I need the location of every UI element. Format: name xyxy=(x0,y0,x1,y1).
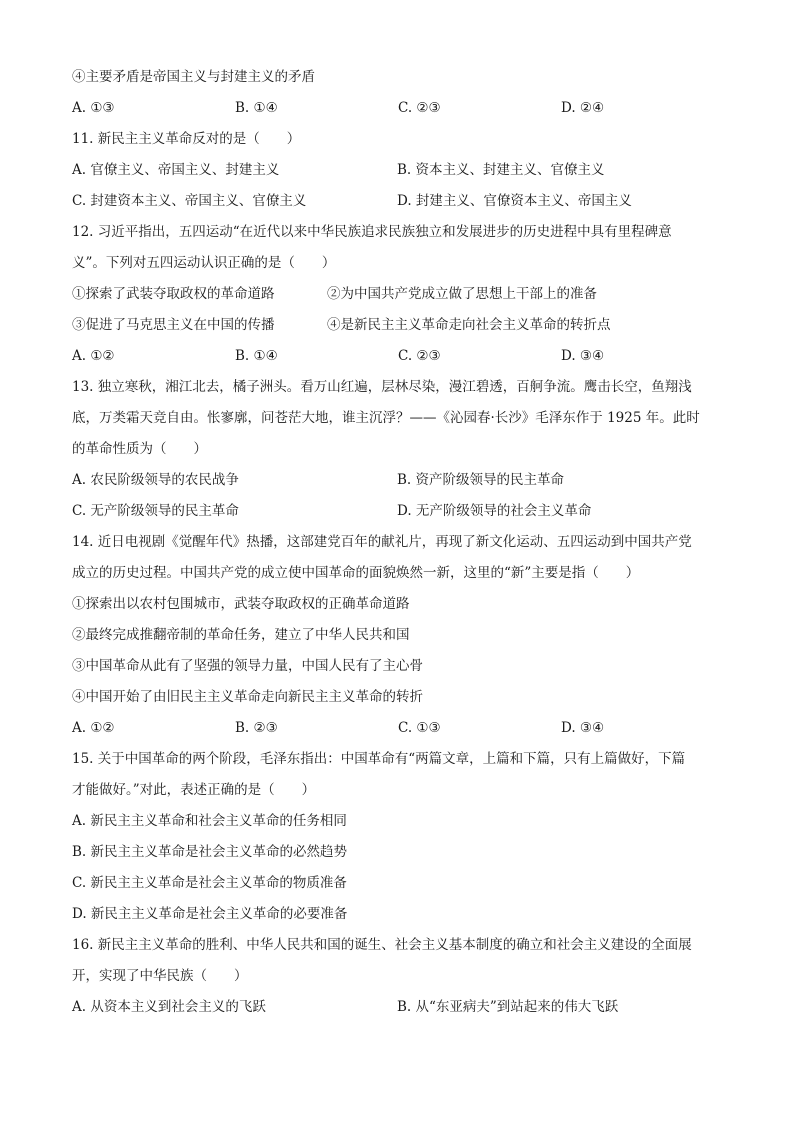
q13-option-a[interactable]: A. 农民阶级领导的农民战争 xyxy=(72,472,239,488)
q10-option-d[interactable]: D. ②④ xyxy=(561,100,605,116)
q11-option-d[interactable]: D. 封建主义、官僚资本主义、帝国主义 xyxy=(397,193,632,209)
q12-statement-4: ④是新民主主义革命走向社会主义革命的转折点 xyxy=(327,317,611,333)
q15-option-b[interactable]: B. 新民主主义革命是社会主义革命的必然趋势 xyxy=(72,844,348,860)
q10-option-a[interactable]: A. ①③ xyxy=(72,100,115,116)
q14-statement-1: ①探索出以农村包围城市，武装夺取政权的正确革命道路 xyxy=(72,596,410,612)
q12-option-b[interactable]: B. ①④ xyxy=(235,348,278,364)
q10-option-b[interactable]: B. ①④ xyxy=(235,100,278,116)
q12-statement-3: ③促进了马克思主义在中国的传播 xyxy=(72,317,275,333)
q16-options-row1 xyxy=(72,992,732,1023)
q10-statement-4: ④主要矛盾是帝国主义与封建主义的矛盾 xyxy=(72,69,315,85)
q13-stem-line3: 的革命性质为（ ） xyxy=(72,441,207,457)
q14-options xyxy=(72,713,732,744)
q12-statements-row1 xyxy=(72,279,732,310)
q15-stem-line2: 才能做好。”对此，表述正确的是（ ） xyxy=(72,782,316,798)
q11-options-row2 xyxy=(72,186,732,217)
q15-option-d[interactable]: D. 新民主主义革命是社会主义革命的必要准备 xyxy=(72,906,348,922)
q11-option-c[interactable]: C. 封建资本主义、帝国主义、官僚主义 xyxy=(72,193,307,209)
q14-option-c[interactable]: C. ①③ xyxy=(398,720,441,736)
q16-option-a[interactable]: A. 从资本主义到社会主义的飞跃 xyxy=(72,999,266,1015)
exam-page xyxy=(72,62,732,1023)
q13-stem-line2: 底，万类霜天竞自由。怅寥廓，问苍茫大地，谁主沉浮？——《沁园春·长沙》毛泽东作于 1925 年。此时 xyxy=(72,410,700,426)
q12-option-d[interactable]: D. ③④ xyxy=(561,348,605,364)
q11-option-a[interactable]: A. 官僚主义、帝国主义、封建主义 xyxy=(72,162,280,178)
q13-options-row2 xyxy=(72,496,732,527)
q12-statements-row2 xyxy=(72,310,732,341)
q16-option-b[interactable]: B. 从“东亚病夫”到站起来的伟大飞跃 xyxy=(397,999,619,1015)
q12-stem-line2: 义”。下列对五四运动认识正确的是（ ） xyxy=(72,255,336,271)
q10-option-c[interactable]: C. ②③ xyxy=(398,100,441,116)
q12-stem-line1: 12. 习近平指出，五四运动“在近代以来中华民族追求民族独立和发展进步的历史进程中具有里程碑意 xyxy=(72,224,672,240)
q12-option-a[interactable]: A. ①② xyxy=(72,348,115,364)
q12-option-c[interactable]: C. ②③ xyxy=(398,348,441,364)
q14-statement-4: ④中国开始了由旧民主主义革命走向新民主主义革命的转折 xyxy=(72,689,423,705)
q12-statement-1: ①探索了武装夺取政权的革命道路 xyxy=(72,286,275,302)
q13-option-c[interactable]: C. 无产阶级领导的民主革命 xyxy=(72,503,239,519)
q11-stem: 11. 新民主主义革命反对的是（ ） xyxy=(72,131,301,147)
q14-statement-2: ②最终完成推翻帝制的革命任务，建立了中华人民共和国 xyxy=(72,627,410,643)
q14-stem-line2: 成立的历史过程。中国共产党的成立使中国革命的面貌焕然一新，这里的“新”主要是指（ ） xyxy=(72,565,640,581)
q13-option-b[interactable]: B. 资产阶级领导的民主革命 xyxy=(397,472,565,488)
q14-option-d[interactable]: D. ③④ xyxy=(561,720,605,736)
q11-option-b[interactable]: B. 资本主义、封建主义、官僚主义 xyxy=(397,162,605,178)
q16-stem-line2: 开，实现了中华民族（ ） xyxy=(72,968,248,984)
q13-option-d[interactable]: D. 无产阶级领导的社会主义革命 xyxy=(397,503,592,519)
q12-statement-2: ②为中国共产党成立做了思想上干部上的准备 xyxy=(327,286,597,302)
q11-options-row1 xyxy=(72,155,732,186)
q14-option-a[interactable]: A. ①② xyxy=(72,720,115,736)
q12-options xyxy=(72,341,732,372)
q13-options-row1 xyxy=(72,465,732,496)
q15-option-a[interactable]: A. 新民主主义革命和社会主义革命的任务相同 xyxy=(72,813,347,829)
q14-statement-3: ③中国革命从此有了坚强的领导力量，中国人民有了主心骨 xyxy=(72,658,423,674)
q10-options xyxy=(72,93,732,124)
q16-stem-line1: 16. 新民主主义革命的胜利、中华人民共和国的诞生、社会主义基本制度的确立和社会主义建设的全面展 xyxy=(72,937,692,953)
q14-stem-line1: 14. 近日电视剧《觉醒年代》热播，这部建党百年的献礼片，再现了新文化运动、五四运动到中国共产党 xyxy=(72,534,692,550)
q15-stem-line1: 15. 关于中国革命的两个阶段，毛泽东指出：中国革命有“两篇文章，上篇和下篇，只有上篇做好，下篇 xyxy=(72,751,686,767)
q15-option-c[interactable]: C. 新民主主义革命是社会主义革命的物质准备 xyxy=(72,875,347,891)
q14-option-b[interactable]: B. ②③ xyxy=(235,720,278,736)
q13-stem-line1: 13. 独立寒秋，湘江北去，橘子洲头。看万山红遍，层林尽染，漫江碧透，百舸争流。鹰击长空，鱼翔浅 xyxy=(72,379,692,395)
